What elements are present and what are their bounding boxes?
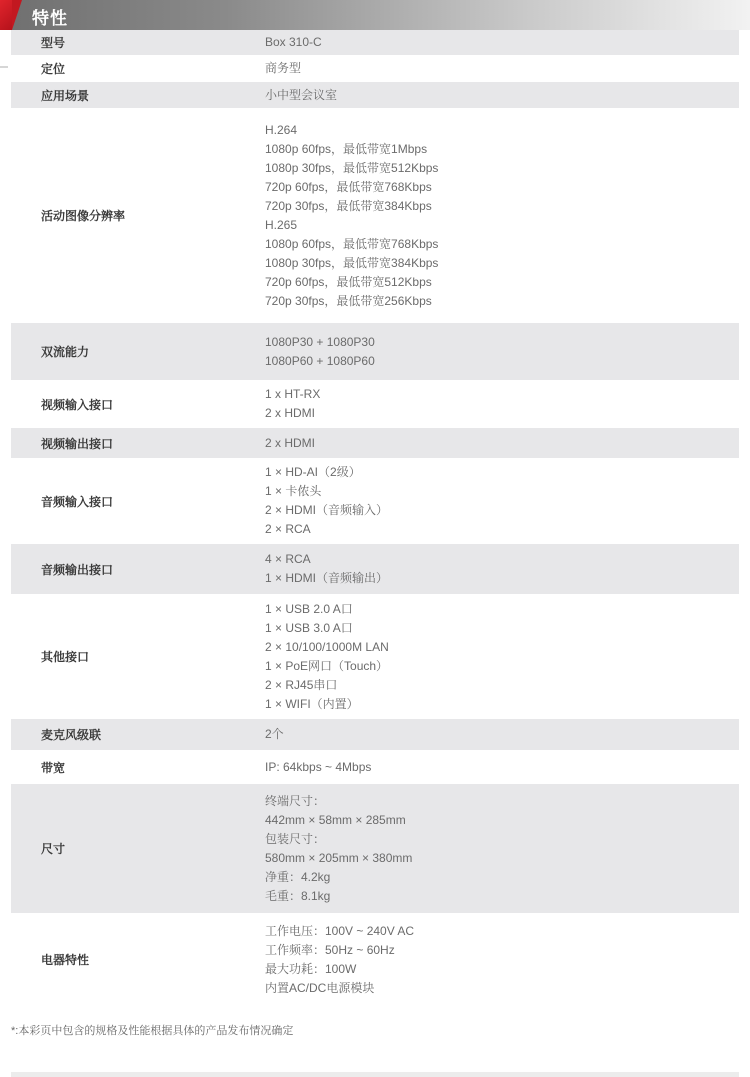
spec-row-audio-output: [11, 544, 739, 594]
spec-value-line: 1 × 卡侬头: [265, 484, 322, 498]
spec-value: [265, 33, 739, 52]
spec-label: 型号: [41, 36, 66, 50]
spec-value-line: 580mm × 205mm × 380mm: [265, 850, 413, 865]
spec-value-line: 内置AC/DC电源模块: [265, 980, 375, 995]
spec-label: 麦克风级联: [41, 728, 102, 742]
side-divider-mark: [0, 66, 8, 68]
spec-value-line: 1080p 30fps，最低带宽384Kbps: [265, 255, 439, 270]
spec-value-line: 2 × HDMI（音频输入）: [265, 503, 389, 517]
spec-table: [11, 30, 739, 1006]
spec-label: 视频输出接口: [41, 436, 114, 451]
spec-value-line: 小中型会议室: [265, 87, 338, 102]
spec-value: [265, 550, 739, 588]
spec-value-line: 净重：4.2kg: [265, 869, 331, 884]
spec-row-scenario: [11, 82, 739, 108]
spec-value-line: IP: 64kbps ~ 4Mbps: [265, 759, 372, 774]
spec-value: [265, 385, 739, 423]
spec-value-line: 毛重：8.1kg: [265, 888, 331, 903]
spec-label: 音频输出接口: [41, 562, 114, 577]
spec-value-line: 1080p 60fps，最低带宽768Kbps: [265, 236, 439, 251]
spec-value: [265, 434, 739, 453]
spec-value-line: 442mm × 58mm × 285mm: [265, 812, 406, 827]
spec-value-line: H.264: [265, 122, 298, 137]
spec-value: [265, 86, 739, 105]
spec-label: 双流能力: [41, 345, 90, 359]
spec-value-line: H.265: [265, 217, 298, 232]
spec-value: [265, 792, 739, 906]
spec-label: 活动图像分辨率: [41, 209, 126, 223]
spec-label: 音频输入接口: [41, 494, 114, 509]
spec-value-line: 2个: [265, 727, 284, 741]
header-red-accent: [0, 0, 12, 30]
spec-value-line: 1 × PoE网口（Touch）: [265, 658, 389, 673]
section-header-bar: [0, 0, 750, 30]
spec-label: 应用场景: [41, 88, 90, 103]
spec-value-line: 商务型: [265, 61, 302, 75]
spec-value: [265, 922, 739, 998]
spec-value-line: Box 310-C: [265, 35, 322, 49]
spec-row-mic-cascade: [11, 719, 739, 750]
spec-value-line: 最大功耗：100W: [265, 961, 357, 976]
spec-label: 其他接口: [41, 650, 90, 664]
spec-value: [265, 333, 739, 371]
spec-value-line: 2 × RCA: [265, 522, 311, 536]
spec-value-line: 1 × HDMI（音频输出）: [265, 571, 389, 585]
spec-label: 带宽: [41, 760, 66, 775]
spec-value-line: 720p 30fps，最低带宽384Kbps: [265, 198, 432, 213]
spec-row-audio-input: [11, 458, 739, 544]
spec-value-line: 2 x HDMI: [265, 406, 316, 420]
spec-value-line: 720p 60fps，最低带宽512Kbps: [265, 274, 432, 289]
spec-row-electrical: [11, 913, 739, 1006]
spec-value-line: 1 × USB 2.0 A口: [265, 601, 353, 616]
spec-label: 视频输入接口: [41, 397, 114, 412]
spec-value-line: 1 × USB 3.0 A口: [265, 620, 353, 635]
spec-value-line: 1080P60 + 1080P60: [265, 353, 375, 368]
spec-label: 电器特性: [41, 953, 90, 967]
spec-row-video-input: [11, 380, 739, 428]
spec-value-line: 720p 60fps，最低带宽768Kbps: [265, 179, 432, 194]
spec-value-line: 4 × RCA: [265, 552, 311, 566]
spec-row-resolution: [11, 108, 739, 323]
spec-value-line: 工作频率：50Hz ~ 60Hz: [265, 942, 395, 957]
spec-value-line: 1080p 60fps，最低带宽1Mbps: [265, 141, 428, 156]
spec-value-line: 2 × 10/100/1000M LAN: [265, 639, 389, 654]
spec-value: [265, 121, 739, 311]
bottom-divider: [11, 1072, 739, 1077]
spec-value-line: 1 × HD-AI（2级）: [265, 465, 361, 479]
spec-row-dimensions: [11, 784, 739, 913]
spec-value-line: 720p 30fps，最低带宽256Kbps: [265, 293, 432, 308]
spec-value-line: 1080p 30fps，最低带宽512Kbps: [265, 160, 439, 175]
spec-value-line: 包装尺寸：: [265, 831, 326, 846]
spec-label: 尺寸: [41, 842, 66, 856]
spec-value: [265, 600, 739, 714]
spec-value-line: 2 x HDMI: [265, 435, 316, 450]
spec-row-positioning: [11, 55, 739, 82]
spec-value-line: 终端尺寸：: [265, 793, 326, 808]
footnote: *:本彩页中包含的规格及性能根据具体的产品发布情况确定: [11, 1025, 294, 1037]
spec-value: [265, 463, 739, 539]
spec-value-line: 工作电压：100V ~ 240V AC: [265, 923, 415, 938]
spec-row-dual-stream: [11, 323, 739, 380]
spec-value: [265, 59, 739, 78]
spec-value: [265, 725, 739, 744]
spec-row-video-output: [11, 428, 739, 458]
spec-row-model: [11, 30, 739, 55]
spec-value-line: 1080P30 + 1080P30: [265, 334, 375, 349]
spec-label: 定位: [41, 62, 66, 76]
spec-row-bandwidth: [11, 750, 739, 784]
section-title: 特性: [32, 9, 68, 28]
spec-value-line: 1 x HT-RX: [265, 387, 321, 401]
spec-value-line: 1 × WIFI（内置）: [265, 696, 359, 711]
spec-value-line: 2 × RJ45串口: [265, 677, 338, 692]
spec-value: [265, 758, 739, 777]
spec-row-other-ports: [11, 594, 739, 719]
